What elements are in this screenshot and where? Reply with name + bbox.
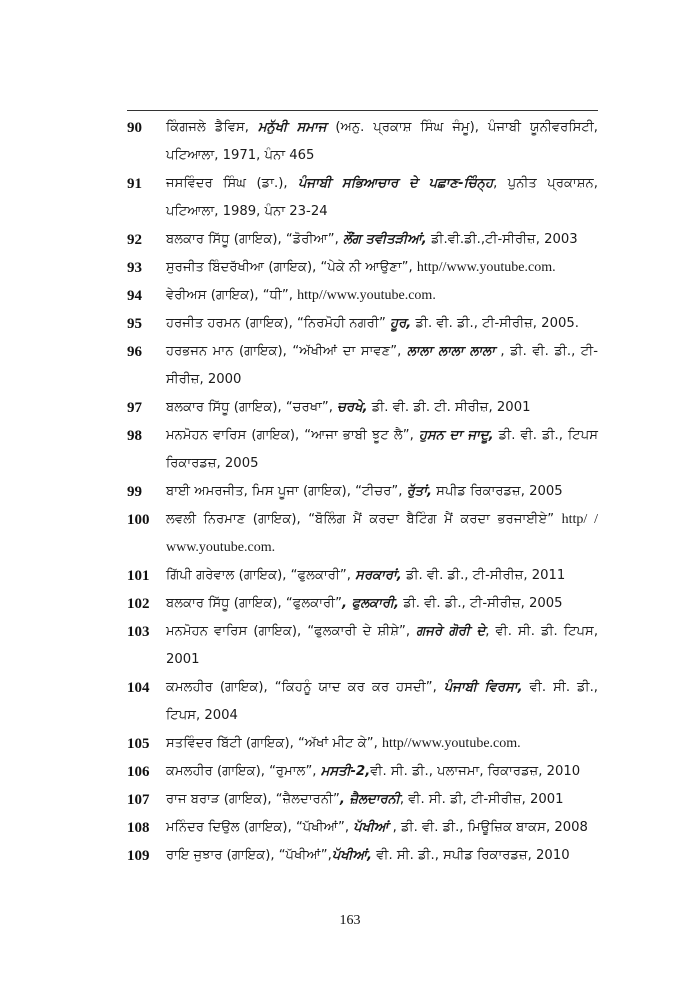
reference-entry	[127, 422, 598, 478]
entry-number: 99	[127, 484, 142, 500]
entry-number: 97	[127, 400, 142, 416]
entry-author: ਵੇਰੀਅਸ (ਗਾਇਕ), “ਧੀ”,	[166, 288, 298, 303]
entry-number: 92	[127, 232, 142, 248]
entry-author: ਕਿੰਗਜਲੇ ਡੈਵਿਸ,	[166, 120, 258, 135]
entry-text	[166, 674, 598, 730]
reference-entry	[127, 506, 598, 562]
entry-author: ਹਰਭਜਨ ਮਾਨ (ਗਾਇਕ), “ਅੱਖੀਆਂ ਦਾ ਸਾਵਣ”,	[166, 344, 407, 359]
entry-text	[166, 114, 598, 170]
reference-entry	[127, 114, 598, 170]
reference-entry	[127, 254, 598, 282]
entry-title: ਲਾਲਾ ਲਾਲਾ ਲਾਲਾ	[406, 344, 495, 359]
entry-title: ਗਜਰੇ ਗੋਰੀ ਦੇ	[416, 624, 486, 639]
entry-text	[166, 730, 598, 758]
reference-entry	[127, 730, 598, 758]
entry-number: 102	[127, 596, 150, 612]
entry-text	[166, 506, 598, 562]
entry-number: 109	[127, 848, 150, 864]
entry-number: 104	[127, 680, 150, 696]
entry-details: ਡੀ. ਵੀ. ਡੀ., ਟੀ-ਸੀਰੀਜ਼, 2005.	[411, 316, 579, 331]
entry-details: (ਅਨੁ. ਪ੍ਰਕਾਸ਼ ਸਿੰਘ ਜੰਮੂ), ਪੰਜਾਬੀ ਯੂਨੀਵਰਸਿਟੀ, ਪਟਿਆਲਾ, 1971, ਪੰਨਾ 465	[166, 120, 599, 163]
entry-details: ਵੀ. ਸੀ. ਡੀ., ਪਲਾਜਮਾ, ਰਿਕਾਰਡਜ਼, 2010	[370, 764, 581, 779]
entry-details: ਡੀ. ਵੀ. ਡੀ., ਟੀ-ਸੀਰੀਜ਼, 2011	[401, 568, 566, 583]
reference-entry	[127, 618, 598, 674]
reference-entry	[127, 338, 598, 394]
entry-title: , ਜ਼ੈਲਦਾਰਨੀ	[339, 792, 400, 807]
entry-details: ਵੀ. ਸੀ. ਡੀ., ਸਪੀਡ ਰਿਕਾਰਡਜ਼, 2010	[372, 848, 570, 863]
entry-text	[166, 338, 598, 394]
entry-details: ਡੀ.ਵੀ.ਡੀ.,ਟੀ-ਸੀਰੀਜ਼, 2003	[426, 232, 578, 247]
reference-entry	[127, 478, 598, 506]
entry-details: , ਵੀ. ਸੀ. ਡੀ. ਟਿਪਸ, 2001	[166, 624, 599, 667]
entry-details: , ਡੀ. ਵੀ. ਡੀ., ਟੀ-ਸੀਰੀਜ਼, 2000	[166, 344, 598, 387]
reference-entry	[127, 758, 598, 786]
entry-number: 98	[127, 428, 142, 444]
entry-author: ਬਾਈ ਅਮਰਜੀਤ, ਮਿਸ ਪੂਜਾ (ਗਾਇਕ), “ਟੀਚਰ”,	[166, 484, 407, 499]
entry-text	[166, 254, 598, 282]
reference-entry	[127, 310, 598, 338]
entry-text	[166, 590, 598, 618]
entry-details: ਵੀ. ਸੀ. ਡੀ., ਟਿਪਸ, 2004	[166, 680, 598, 723]
entry-details: ਡੀ. ਵੀ. ਡੀ., ਟੀ-ਸੀਰੀਜ਼, 2005	[399, 596, 563, 611]
reference-entry	[127, 674, 598, 730]
entry-number: 106	[127, 764, 150, 780]
entry-author: ਬਲਕਾਰ ਸਿੱਧੂ (ਗਾਇਕ), “ਫੁਲਕਾਰੀ”	[166, 596, 342, 611]
entry-number: 100	[127, 512, 150, 528]
entry-text	[166, 814, 598, 842]
entry-text	[166, 842, 598, 870]
entry-number: 105	[127, 736, 150, 752]
entry-author: ਹਰਜੀਤ ਹਰਮਨ (ਗਾਇਕ), “ਨਿਰਮੋਹੀ ਨਗਰੀ”	[166, 316, 390, 331]
entry-title: , ਫੁਲਕਾਰੀ,	[342, 596, 400, 611]
entry-text	[166, 170, 598, 226]
reference-entry	[127, 842, 598, 870]
entry-title: ਪੰਜਾਬੀ ਵਿਰਸਾ,	[443, 680, 523, 695]
entry-number: 96	[127, 344, 142, 360]
entry-text	[166, 618, 598, 674]
entry-author: ਮਨਿੰਦਰ ਦਿਉਲ (ਗਾਇਕ), “ਪੱਖੀਆਂ”,	[166, 820, 354, 835]
references-list	[127, 114, 598, 870]
entry-details: , ਡੀ. ਵੀ. ਡੀ., ਮਿਊਜ਼ਿਕ ਬਾਕਸ, 2008	[388, 820, 588, 835]
entry-number: 93	[127, 260, 142, 276]
entry-title: ਰੁੱਤਾਂ,	[406, 484, 432, 499]
entry-author: ਜਸਵਿੰਦਰ ਸਿੰਘ (ਡਾ.),	[166, 176, 298, 191]
entry-text	[166, 282, 598, 310]
entry-url: http//www.youtube.com.	[381, 736, 521, 751]
entry-text	[166, 422, 598, 478]
entry-number: 94	[127, 288, 142, 304]
entry-author: ਬਲਕਾਰ ਸਿੱਧੂ (ਗਾਇਕ), “ਡੋਰੀਆ”,	[166, 232, 343, 247]
reference-entry	[127, 282, 598, 310]
reference-entry	[127, 786, 598, 814]
entry-author: ਕਮਲਹੀਰ (ਗਾਇਕ), “ਕਿਹਨੂੰ ਯਾਦ ਕਰ ਕਰ ਹਸਦੀ”,	[166, 680, 444, 695]
page-number: 163	[339, 913, 361, 928]
entry-number: 90	[127, 120, 142, 136]
entry-number: 107	[127, 792, 150, 808]
entry-title: ਹੂਰ,	[389, 316, 412, 331]
reference-entry	[127, 394, 598, 422]
entry-details: ਸਪੀਡ ਰਿਕਾਰਡਜ਼, 2005	[431, 484, 563, 499]
reference-entry	[127, 590, 598, 618]
entry-number: 103	[127, 624, 150, 640]
entry-number: 108	[127, 820, 150, 836]
reference-entry	[127, 226, 598, 254]
entry-number: 101	[127, 568, 150, 584]
entry-text	[166, 394, 598, 422]
entry-author: ਮਨਮੋਹਨ ਵਾਰਿਸ (ਗਾਇਕ), “ਆਜਾ ਭਾਬੀ ਝੂਟ ਲੈ”,	[166, 428, 419, 443]
reference-entry	[127, 814, 598, 842]
entry-text	[166, 562, 598, 590]
entry-author: ਸੁਰਜੀਤ ਬਿੰਦਰੱਖੀਆ (ਗਾਇਕ), “ਪੇਕੇ ਨੀ ਆਉਣਾ”,	[166, 260, 417, 275]
entry-url: http//www.youtube.com.	[416, 260, 556, 275]
entry-title: ਹੁਸਨ ਦਾ ਜਾਦੂ,	[418, 428, 494, 443]
entry-text	[166, 478, 598, 506]
entry-author: ਲਵਲੀ ਨਿਰਮਾਣ (ਗਾਇਕ), “ਬੋਲਿੰਗ ਮੈਂ ਕਰਦਾ ਬੈਟਿੰਗ ਮੈਂ ਕਰਦਾ ਭਰਜਾਈਏ”	[166, 512, 562, 527]
entry-text	[166, 226, 598, 254]
entry-author: ਮਨਮੋਹਨ ਵਾਰਿਸ (ਗਾਇਕ), “ਫੁਲਕਾਰੀ ਦੇ ਸ਼ੀਸ਼ੇ”,	[166, 624, 417, 639]
reference-entry	[127, 562, 598, 590]
entry-number: 95	[127, 316, 142, 332]
entry-url: http/ / www.youtube.com.	[166, 512, 599, 555]
entry-title: ਪੰਜਾਬੀ ਸਭਿਆਚਾਰ ਦੇ ਪਛਾਣ-ਚਿੰਨ੍ਹ	[297, 176, 494, 191]
top-rule	[127, 110, 598, 111]
entry-author: ਕਮਲਹੀਰ (ਗਾਇਕ), “ਰੁਮਾਲ”,	[166, 764, 321, 779]
entry-title: ਪੱਖੀਆਂ	[353, 820, 389, 835]
entry-author: ਗਿੱਪੀ ਗਰੇਵਾਲ (ਗਾਇਕ), “ਫੁਲਕਾਰੀ”,	[166, 568, 356, 583]
entry-title: ਪੱਖੀਆਂ,	[331, 848, 373, 863]
entry-author: ਸਤਵਿੰਦਰ ਬਿੱਟੀ (ਗਾਇਕ), “ਅੱਖਾਂ ਮੀਟ ਕੇ”,	[166, 736, 382, 751]
entry-title: ਮਸਤੀ-2,	[320, 764, 371, 779]
entry-author: ਬਲਕਾਰ ਸਿੱਧੂ (ਗਾਇਕ), “ਚਰਖਾ”,	[166, 400, 338, 415]
entry-title: ਮਨੁੱਖੀ ਸਮਾਜ	[257, 120, 327, 135]
entry-details: ਡੀ. ਵੀ. ਡੀ. ਟੀ. ਸੀਰੀਜ਼, 2001	[367, 400, 531, 415]
entry-number: 91	[127, 176, 142, 192]
entry-author: ਰਾਇ ਜੁਝਾਰ (ਗਾਇਕ), “ਪੱਖੀਆਂ”,	[166, 848, 332, 863]
entry-title: ਸਰਕਾਰਾਂ,	[355, 568, 402, 583]
entry-author: ਰਾਜ ਬਰਾੜ (ਗਾਇਕ), “ਜ਼ੈਲਦਾਰਨੀ”	[166, 792, 340, 807]
entry-title: ਲੌਂਗ ਤਵੀਤੜੀਆਂ,	[343, 232, 427, 247]
entry-details: , ਵੀ. ਸੀ. ਡੀ, ਟੀ-ਸੀਰੀਜ਼, 2001	[399, 792, 564, 807]
entry-details: ਡੀ. ਵੀ. ਡੀ., ਟਿਪਸ ਰਿਕਾਰਡਜ਼, 2005	[166, 428, 598, 471]
entry-text	[166, 310, 598, 338]
entry-text	[166, 758, 598, 786]
entry-details: , ਪੁਨੀਤ ਪ੍ਰਕਾਸ਼ਨ, ਪਟਿਆਲਾ, 1989, ਪੰਨਾ 23-24	[166, 176, 598, 219]
entry-title: ਚਰਖੇ,	[337, 400, 368, 415]
reference-entry	[127, 170, 598, 226]
entry-url: http//www.youtube.com.	[297, 288, 436, 303]
entry-text	[166, 786, 598, 814]
